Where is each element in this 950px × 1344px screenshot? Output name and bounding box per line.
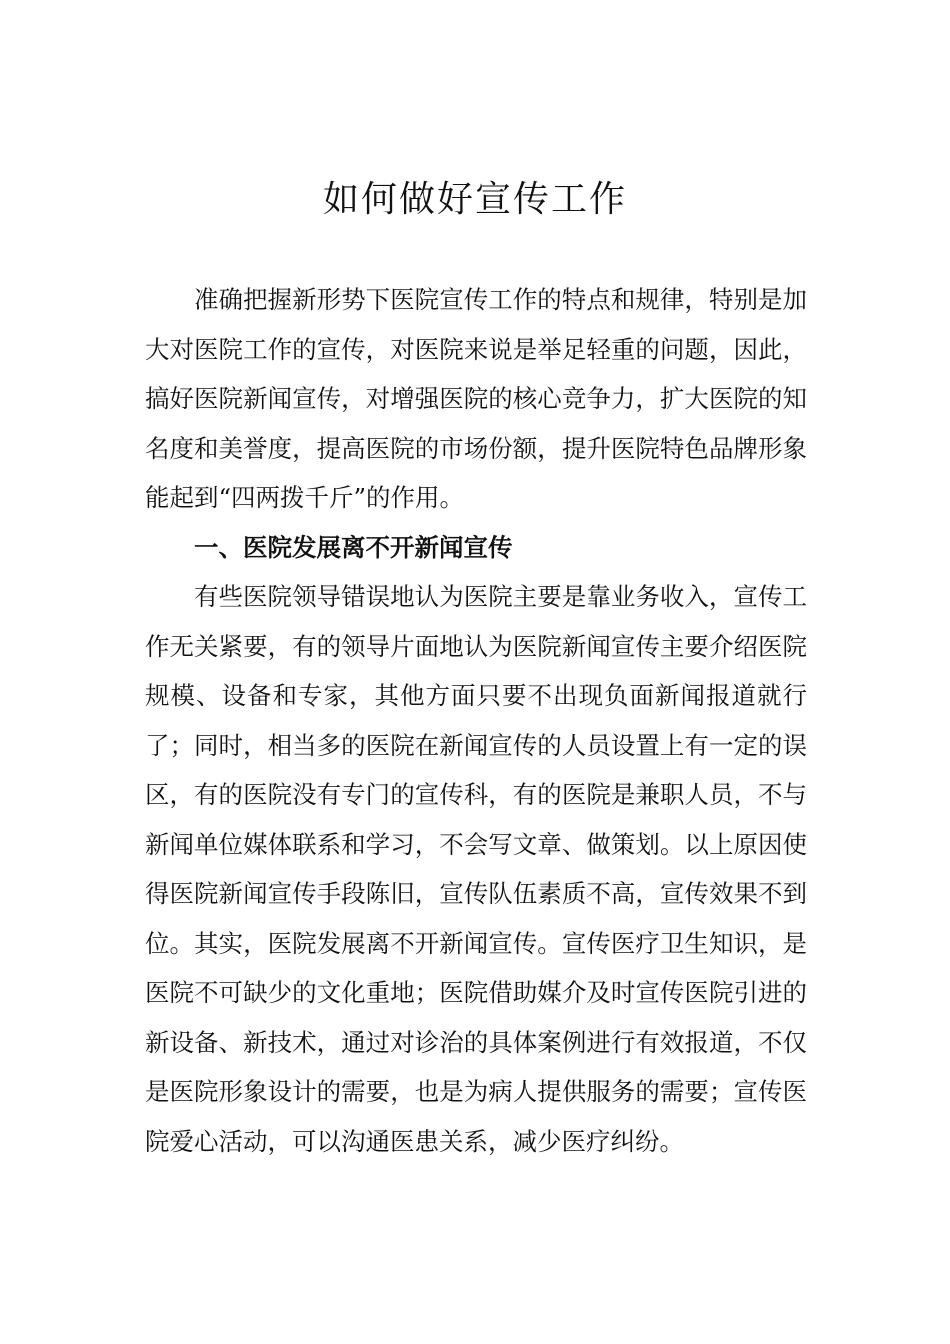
section-paragraph: 有些医院领导错误地认为医院主要是靠业务收入，宣传工作无关紧要，有的领导片面地认为医院新闻宣传主要介绍医院规模、设备和专家，其他方面只要不出现负面新闻报道就行了；同时，相当多的医院在新闻宣传的人员设置上有一定的误区，有的医院没有专门的宣传科，有的医院是兼职人员，不与新闻单位媒体联系和学习，不会写文章、做策划。以上原因使得医院新闻宣传手段陈旧，宣传队伍素质不高，宣传效果不到位。其实，医院发展离不开新闻宣传。宣传医疗卫生知识，是医院不可缺少的文化重地；医院借助媒介及时宣传医院引进的新设备、新技术，通过对诊治的具体案例进行有效报道，不仅是医院形象设计的需要，也是为病人提供服务的需要；宣传医院爱心活动，可以沟通医患关系，减少医疗纠纷。	[145, 582, 807, 1156]
intro-paragraph: 准确把握新形势下医院宣传工作的特点和规律，特别是加大对医院工作的宣传，对医院来说是举足轻重的问题，因此，搞好医院新闻宣传，对增强医院的核心竞争力，扩大医院的知名度和美誉度，提高医院的市场份额，提升医院特色品牌形象能起到“四两拨千斤”的作用。	[145, 285, 807, 512]
document-title: 如何做好宣传工作	[322, 179, 627, 220]
section-heading: 一、医院发展离不开新闻宣传	[194, 532, 513, 562]
document-body	[145, 275, 807, 1166]
